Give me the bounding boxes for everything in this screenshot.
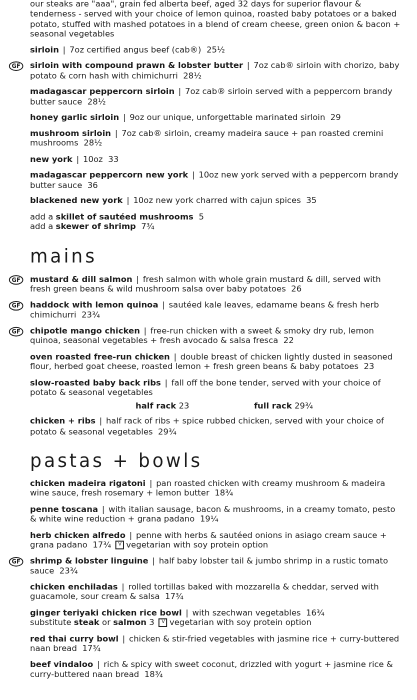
rack-prices xyxy=(30,402,401,412)
item-description: chicken & stir-fried vegetables with jasmine rice + curry-buttered naan bread xyxy=(30,634,400,655)
steak-intro: our steaks are "aaa", grain fed alberta beef, aged 32 days for superior flavour & tenderness - served with your choice of lemon quinoa, roasted baby potatoes or a baked potato, stuffed with mashed potatoes in a blend of cream cheese, green onion & bacon + seasonal vegetables xyxy=(30,0,401,40)
full-rack-label: full rack xyxy=(253,401,292,412)
item-name: honey garlic sirloin xyxy=(30,113,120,123)
menu-item: herb chicken alfredo | penne with herbs & sautéed onions in asiago cream sauce + grana padano 17¾ V vegetarian with soy protein option xyxy=(30,531,387,551)
item-description: 10oz xyxy=(82,155,103,165)
gluten-free-icon: GF xyxy=(9,301,23,311)
item-description: double breast of chicken lightly dusted in seasoned flour, herbed goat cheese, roasted lemon + fresh green beans & baby potatoes xyxy=(30,352,393,373)
item-description: pan roasted chicken with creamy mushroom & madeira wine sauce, fresh rosemary + lemon butter xyxy=(30,479,386,499)
item-price: 22 xyxy=(283,336,294,347)
item-name: madagascar peppercorn new york xyxy=(30,171,189,181)
item-name: mustard & dill salmon xyxy=(30,274,133,285)
item-name: sirloin xyxy=(30,45,59,56)
item-name: mushroom sirloin xyxy=(30,129,112,139)
vegetarian-icon: V xyxy=(116,541,125,550)
substitute-salmon: salmon xyxy=(113,618,147,629)
item-price: 35 xyxy=(306,196,317,207)
menu-item: mushroom sirloin | 7oz cab® sirloin, creamy madeira sauce + pan roasted cremini mushrooms 28½ xyxy=(30,129,384,149)
addon-mushrooms xyxy=(30,213,401,223)
menu-item: oven roasted free-run chicken | double breast of chicken lightly dusted in seasoned flour, herbed goat cheese, roasted lemon + fresh green beans & baby potatoes 23 xyxy=(30,352,393,373)
item-price: 17¾ xyxy=(165,592,184,603)
item-price: 28½ xyxy=(87,97,106,108)
item-name: chicken + ribs xyxy=(30,417,96,427)
menu-column xyxy=(11,0,401,686)
menu-item: GF haddock with lemon quinoa | sautéed kale leaves, edamame beans & fresh herb chimichurri 23¾ xyxy=(30,301,401,321)
addon-name: skillet of sautéed mushrooms xyxy=(55,212,194,223)
menu-item: GF sirloin with compound prawn & lobster butter | 7oz cab® sirloin with chorizo, baby potato & corn hash with chimichurri 28½ xyxy=(30,62,401,82)
vegetarian-note: vegetarian with soy protein option xyxy=(126,541,269,551)
menu-item: sirloin | 7oz certified angus beef (cab®) 25½ xyxy=(30,45,225,56)
menu-item: blackened new york | 10oz new york charred with cajun spices 35 xyxy=(30,196,317,207)
item-name: oven roasted free-run chicken xyxy=(30,352,170,363)
half-rack-price: 23 xyxy=(178,401,190,412)
item-name: blackened new york xyxy=(30,196,123,207)
item-price: 18¾ xyxy=(144,670,163,681)
addon-name: skewer of shrimp xyxy=(55,222,136,233)
bowls-list xyxy=(30,635,401,681)
menu-item-chicken-ribs: chicken + ribs | half rack of ribs + spice rubbed chicken, served with your choice of potato & seasonal vegetables 29¾ xyxy=(30,417,384,437)
item-price: 17¾ xyxy=(82,644,101,655)
item-name: new york xyxy=(30,155,73,165)
item-price: 33 xyxy=(108,155,119,165)
item-name: red thai curry bowl xyxy=(30,634,119,645)
menu-item: chicken enchiladas | rolled tortillas baked with mozzarella & cheddar, served with guacamole, sour cream & salsa 17¾ xyxy=(30,582,379,603)
substitute-label: substitute xyxy=(30,618,72,629)
item-price: 23¾ xyxy=(59,566,78,577)
item-description: 7oz cab® sirloin with chorizo, baby potato & corn hash with chimichurri xyxy=(30,61,400,82)
menu-item: GF chipotle mango chicken | free-run chicken with a sweet & smoky dry rub, lemon quinoa, seasonal vegetables + fresh avocado & salsa fresca 22 xyxy=(30,327,401,347)
item-description: rolled tortillas baked with mozzarella & cheddar, served with guacamole, sour cream & salsa xyxy=(30,582,379,603)
item-price: 28½ xyxy=(183,71,202,82)
item-description: penne with herbs & sautéed onions in asiago cream sauce + grana padano xyxy=(30,531,387,551)
gluten-free-icon: GF xyxy=(9,327,23,337)
item-price: 16¾ xyxy=(306,608,325,619)
menu-item: madagascar peppercorn new york | 10oz new york served with a peppercorn brandy butter sauce 36 xyxy=(30,171,399,191)
gluten-free-icon: GF xyxy=(9,62,23,72)
menu-item: madagascar peppercorn sirloin | 7oz cab® sirloin served with a peppercorn brandy butter sauce 28½ xyxy=(30,87,393,108)
item-name: chicken enchiladas xyxy=(30,582,118,593)
item-price: 23¾ xyxy=(81,310,100,321)
menu-item: beef vindaloo | rich & spicy with sweet coconut, drizzled with yogurt + jasmine rice & curry-buttered naan bread 18¾ xyxy=(30,660,393,681)
item-description: half rack of ribs + spice rubbed chicken, served with your choice of potato & seasonal vegetables xyxy=(30,417,384,437)
item-description: sautéed kale leaves, edamame beans & fresh herb chimichurri xyxy=(30,300,379,321)
menu-item: honey garlic sirloin | 9oz our unique, unforgettable marinated sirloin 29 xyxy=(30,113,341,123)
addon-price: 7¾ xyxy=(141,222,155,233)
item-name: ginger teriyaki chicken rice bowl xyxy=(30,608,182,619)
vegetarian-icon: V xyxy=(159,619,168,628)
item-price: 36 xyxy=(87,181,98,191)
menu-item: GF shrimp & lobster linguine | half baby lobster tail & jumbo shrimp in a rustic tomato sauce 23¾ xyxy=(30,557,401,577)
vegetarian-note: vegetarian with soy protein option xyxy=(169,618,312,629)
menu-item: red thai curry bowl | chicken & stir-fried vegetables with jasmine rice + curry-buttered naan bread 17¾ xyxy=(30,634,400,655)
item-name: chicken madeira rigatoni xyxy=(30,479,146,489)
item-description: 10oz new york charred with cajun spices xyxy=(133,196,301,207)
item-price: 29¾ xyxy=(158,427,177,437)
substitute-price: 3 xyxy=(149,618,155,629)
pastas-list xyxy=(11,479,401,603)
menu-item: penne toscana | with italian sausage, bacon & mushrooms, in a creamy tomato, pesto & white wine reduction + grana padano 19¼ xyxy=(30,505,396,525)
item-name: madagascar peppercorn sirloin xyxy=(30,87,175,98)
menu-item: chicken madeira rigatoni | pan roasted chicken with creamy mushroom & madeira wine sauce, fresh rosemary + lemon butter 18¾ xyxy=(30,479,386,499)
item-description: fall off the bone tender, served with your choice of potato & seasonal vegetables xyxy=(30,378,381,399)
item-name: herb chicken alfredo xyxy=(30,531,126,541)
item-price: 28½ xyxy=(83,139,103,149)
substitute-steak: steak xyxy=(73,618,100,629)
item-description: fresh salmon with whole grain mustard & dill, served with fresh green beans & wild mushroom salsa over baby potatoes xyxy=(30,274,381,295)
menu-item: slow-roasted baby back ribs | fall off the bone tender, served with your choice of potato & seasonal vegetables xyxy=(30,378,381,399)
item-description: 10oz new york served with a peppercorn brandy butter sauce xyxy=(30,171,399,191)
pastas-heading: pastas + bowls xyxy=(30,450,203,472)
substitute-or: or xyxy=(102,618,111,629)
item-description: with italian sausage, bacon & mushrooms, in a creamy tomato, pesto & white wine reduction + grana padano xyxy=(30,505,396,525)
menu-item-ginger-teriyaki: ginger teriyaki chicken rice bowl | with szechwan vegetables 16¾ substitute steak or salmon 3 V vegetarian with soy protein option xyxy=(30,608,325,629)
item-price: 19¼ xyxy=(199,515,219,525)
menu-item: GF mustard & dill salmon | fresh salmon with whole grain mustard & dill, served with fresh green beans & wild mushroom salsa over baby potatoes 26 xyxy=(30,275,401,295)
addon-prefix: add a xyxy=(30,222,56,233)
item-price: 29 xyxy=(330,113,341,123)
item-price: 18¾ xyxy=(214,489,234,499)
addon-shrimp xyxy=(30,223,401,233)
item-price: 23 xyxy=(363,362,375,373)
half-rack-label: half rack xyxy=(135,401,177,412)
menu-item: new york | 10oz 33 xyxy=(30,155,119,165)
item-name: slow-roasted baby back ribs xyxy=(30,378,161,389)
gluten-free-icon: GF xyxy=(9,557,23,567)
item-name: chipotle mango chicken xyxy=(30,326,140,337)
steak-list xyxy=(11,45,401,207)
item-description: 7oz cab® sirloin, creamy madeira sauce + pan roasted cremini mushrooms xyxy=(30,129,384,149)
item-description: half baby lobster tail & jumbo shrimp in a rustic tomato sauce xyxy=(30,557,389,577)
full-rack-price: 29¾ xyxy=(294,401,313,412)
item-name: sirloin with compound prawn & lobster butter xyxy=(30,61,244,72)
item-description: rich & spicy with sweet coconut, drizzled with yogurt + jasmine rice & curry-buttered naan bread xyxy=(30,660,393,681)
item-description: with szechwan vegetables xyxy=(192,608,301,619)
addon-price: 5 xyxy=(198,212,204,223)
item-price: 25½ xyxy=(206,45,225,56)
item-description: free-run chicken with a sweet & smoky dry rub, lemon quinoa, seasonal vegetables + fresh avocado & salsa fresca xyxy=(30,326,375,347)
item-description: 7oz certified angus beef (cab®) xyxy=(69,45,202,56)
item-description: 7oz cab® sirloin served with a peppercorn brandy butter sauce xyxy=(30,87,393,108)
item-name: beef vindaloo xyxy=(30,660,94,671)
item-price: 26 xyxy=(291,284,302,295)
mains-heading: mains xyxy=(30,246,97,268)
item-name: penne toscana xyxy=(30,505,99,515)
item-description: 9oz our unique, unforgettable marinated sirloin xyxy=(129,113,326,123)
item-name: shrimp & lobster linguine xyxy=(30,557,149,567)
item-price: 17¾ xyxy=(92,541,112,551)
mains-list xyxy=(11,274,401,399)
item-name: haddock with lemon quinoa xyxy=(30,300,159,311)
addon-prefix: add a xyxy=(30,212,56,223)
gluten-free-icon: GF xyxy=(9,275,23,285)
